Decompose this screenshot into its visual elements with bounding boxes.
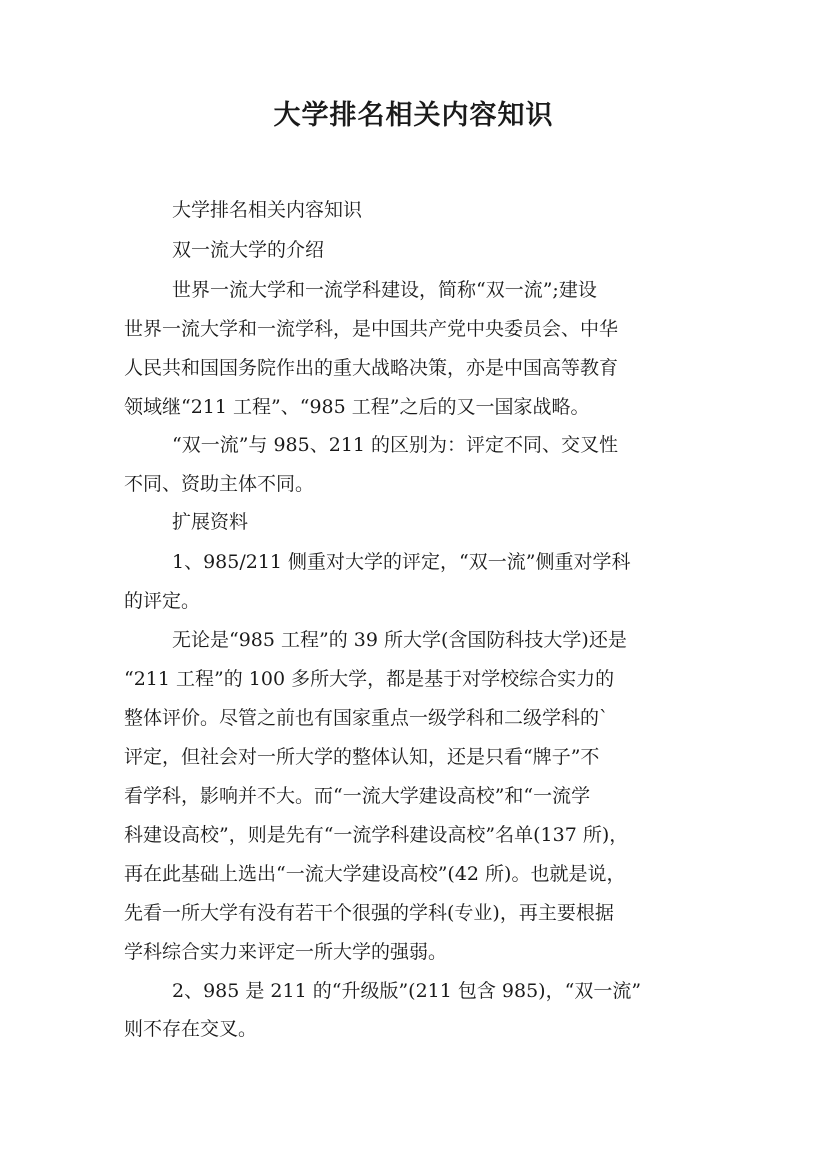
document-line: 学科综合实力来评定一所大学的强弱。: [124, 941, 448, 963]
document-line: 世界一流大学和一流学科，是中国共产党中央委员会、中华: [124, 318, 619, 340]
document-line: 领域继“211 工程”、“985 工程”之后的又一国家战略。: [124, 396, 590, 418]
document-line: 的评定。: [124, 590, 201, 612]
document-line: 先看一所大学有没有若干个很强的学科(专业)，再主要根据: [124, 902, 614, 924]
document-line: “211 工程”的 100 多所大学，都是基于对学校综合实力的: [124, 668, 615, 690]
document-line: 2、985 是 211 的“升级版”(211 包含 985)，“双一流”: [172, 980, 642, 1002]
document-line: 扩展资料: [172, 511, 249, 533]
document-line: 不同、资助主体不同。: [124, 473, 315, 495]
document-line: 评定，但社会对一所大学的整体认知，还是只看“牌子”不: [124, 746, 600, 768]
document-line: 双一流大学的介绍: [172, 239, 325, 261]
document-line: 科建设高校”，则是先有“一流学科建设高校”名单(137 所)，: [124, 824, 629, 846]
document-line: 世界一流大学和一流学科建设，简称“双一流”;建设: [172, 279, 597, 301]
document-line: 整体评价。尽管之前也有国家重点一级学科和二级学科的`: [124, 707, 609, 729]
document-line: 则不存在交叉。: [124, 1018, 258, 1040]
document-line: 再在此基础上选出“一流大学建设高校”(42 所)。也就是说，: [124, 863, 626, 885]
document-line: 人民共和国国务院作出的重大战略决策，亦是中国高等教育: [124, 357, 619, 379]
document-line: 无论是“985 工程”的 39 所大学(含国防科技大学)还是: [172, 629, 627, 651]
document-line: 1、985/211 侧重对大学的评定，“双一流”侧重对学科: [172, 551, 631, 573]
document-title: 大学排名相关内容知识: [273, 100, 554, 131]
document-line: 看学科，影响并不大。而“一流大学建设高校”和“一流学: [124, 785, 591, 807]
document-line: 大学排名相关内容知识: [172, 199, 363, 221]
document-line: “双一流”与 985、211 的区别为：评定不同、交叉性: [172, 434, 619, 456]
